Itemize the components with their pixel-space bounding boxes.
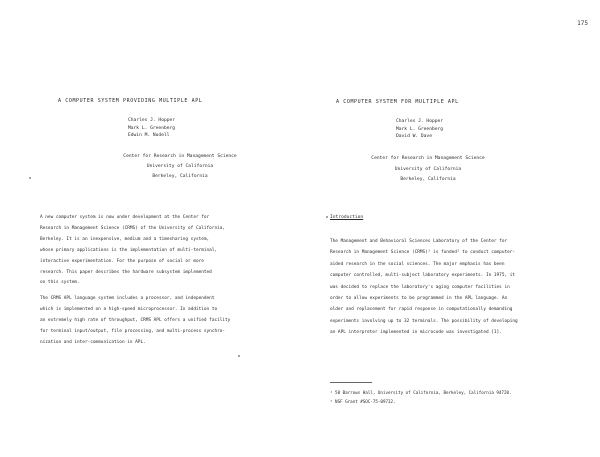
introduction-body: [330, 236, 592, 339]
right-affiliation-line: University of California: [394, 166, 462, 172]
left-affiliation-line: Center for Research in Management Science: [123, 154, 237, 159]
text-line: research. This paper describes the hardware subsystem implemented: [40, 269, 212, 275]
text-line: experiments involving up to 32 terminals. The possibility of developing: [330, 318, 518, 324]
right-affiliation: [328, 154, 528, 186]
left-author: Edwin M. Nudell: [128, 133, 170, 139]
page-number: 175: [577, 20, 588, 27]
right-authors: [396, 118, 443, 141]
right-author: David W. Dave: [396, 134, 432, 140]
left-author: Mark L. Greenberg: [128, 125, 176, 131]
text-line: Research in Management Science (CRMS) of the University of California,: [40, 225, 226, 231]
text-line: computer controlled, multi-subject laboratory experiments. In 1975, it: [330, 273, 516, 279]
footnote-divider: [330, 382, 372, 383]
text-line: an APL interpreter implemented in microcode was investigated [1].: [330, 330, 502, 336]
abstract-paragraph: [40, 213, 302, 289]
right-affiliation-line: Berkeley, California: [400, 177, 456, 183]
text-line: The CRMS APL language system includes a processor, and independent: [40, 296, 215, 302]
text-line: for terminal input/output, file processing, and multi-process synchro-: [40, 329, 226, 335]
scan-speck: [29, 177, 31, 179]
left-authors: [128, 117, 175, 140]
text-line: aided research in the social sciences. The major emphasis has been: [330, 261, 505, 267]
text-line: Berkeley. It is an inexpensive, medium and a timesharing system,: [40, 236, 210, 242]
text-line: A new computer system is now under development at the Center for: [40, 215, 210, 220]
right-title: A COMPUTER SYSTEM FOR MULTIPLE APL: [336, 99, 459, 105]
footnote: ² NSF Grant #SOC-75-09732.: [330, 398, 396, 404]
text-line: order to allow experiments to be programmed in the APL language. An: [330, 296, 508, 302]
introduction-heading: Introduction: [330, 215, 364, 220]
left-author: Charles J. Hopper: [128, 118, 176, 123]
text-line: nization and inter-communication in APL.: [40, 339, 146, 345]
right-author: Charles J. Hopper: [396, 119, 444, 124]
left-abstract: [40, 213, 302, 349]
left-affiliation-line: University of California: [146, 164, 214, 170]
text-line: whose primary applications is the implementation of multi-terminal,: [40, 247, 218, 253]
text-line: which is implemented on a high-speed microprocessor. In addition to: [40, 307, 218, 313]
footnotes: [330, 389, 512, 407]
right-author: Mark L. Greenberg: [396, 126, 444, 132]
text-line: Research in Management Science (CRMS)¹ is funded² to conduct computer-: [330, 250, 516, 256]
text-line: interactive experimentation. For the purpose of social or more: [40, 258, 204, 264]
text-line: on this system.: [40, 280, 80, 286]
abstract-paragraph: [40, 294, 302, 349]
text-line: The Management and Behavioral Sciences Laboratory of the Center for: [330, 239, 508, 244]
scan-speck: [238, 355, 240, 357]
footnote: ¹ 50 Barrows Hall, University of California, Berkeley, California 94720.: [330, 390, 512, 395]
text-line: an extremely high rate of throughput, CRMS APL offers a unified facility: [40, 318, 231, 324]
text-line: older and replacement for rapid response in computationally demanding: [330, 307, 513, 313]
left-affiliation-line: Berkeley, California: [152, 174, 208, 180]
scan-speck: [326, 216, 328, 218]
text-line: was decided to replace the laboratory's aging computer facilities in: [330, 284, 510, 290]
left-affiliation: [80, 152, 280, 183]
right-affiliation-line: Center for Research in Management Science: [371, 156, 485, 161]
left-title: A COMPUTER SYSTEM PROVIDING MULTIPLE APL: [58, 98, 203, 104]
